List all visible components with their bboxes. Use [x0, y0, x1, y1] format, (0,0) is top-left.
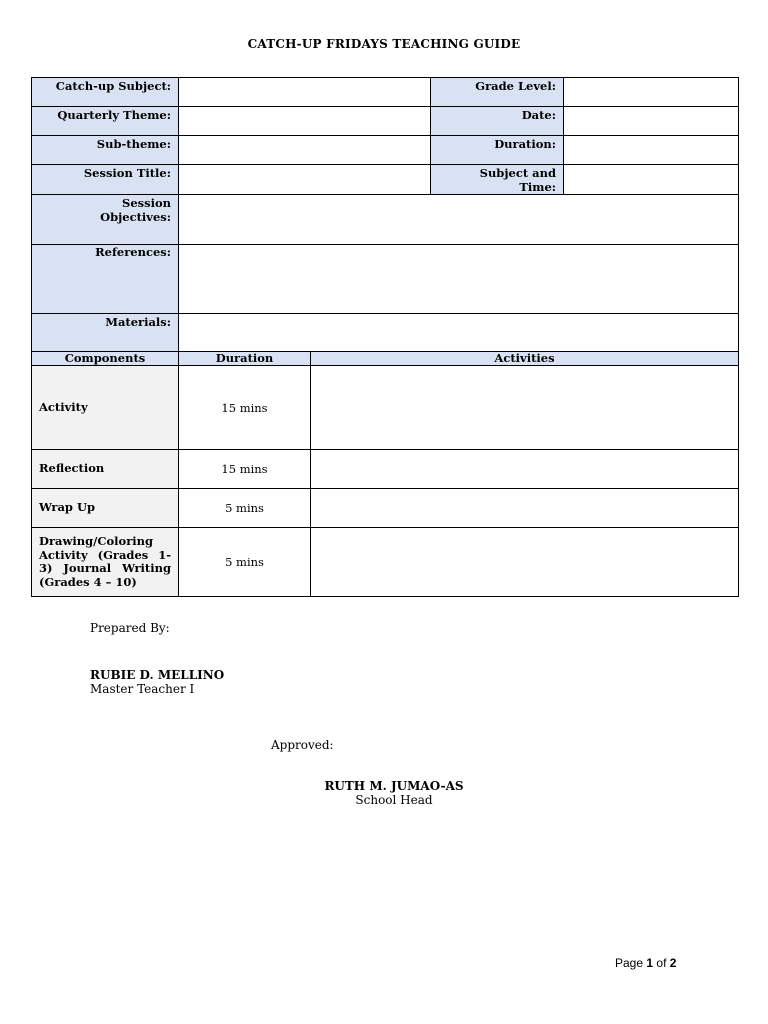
current-page: 1 [646, 956, 654, 970]
table-row [32, 366, 739, 450]
preparer-name: RUBIE D. MELLINO [90, 668, 225, 682]
materials-field[interactable] [179, 314, 739, 355]
approver-name: RUTH M. JUMAO-AS [324, 779, 464, 793]
date-field[interactable] [564, 107, 739, 136]
grade-level-field[interactable] [564, 78, 739, 107]
component-cell: Activity [32, 366, 179, 450]
prepared-by-label: Prepared By: [90, 621, 170, 635]
subject-and-time-label: Subject and Time: [431, 165, 564, 195]
materials-label: Materials: [32, 314, 179, 355]
subject-and-time-field[interactable] [564, 165, 739, 195]
catch-up-subject-field[interactable] [179, 78, 431, 107]
references-field[interactable] [179, 245, 739, 314]
component-cell: Wrap Up [32, 489, 179, 528]
components-table [31, 351, 739, 597]
grade-level-label: Grade Level: [431, 78, 564, 107]
of-word: of [656, 956, 667, 970]
table-row [32, 489, 739, 528]
activities-cell[interactable] [311, 489, 739, 528]
session-info-table [31, 77, 739, 355]
sub-theme-field[interactable] [179, 136, 431, 165]
session-objectives-label: Session Objectives: [32, 195, 179, 245]
page-word: Page [615, 956, 644, 970]
session-title-label: Session Title: [32, 165, 179, 195]
activities-cell[interactable] [311, 366, 739, 450]
duration-cell: 5 mins [179, 489, 311, 528]
components-header: Components [32, 352, 179, 366]
session-title-field[interactable] [179, 165, 431, 195]
catch-up-subject-label: Catch-up Subject: [32, 78, 179, 107]
document-title: CATCH-UP FRIDAYS TEACHING GUIDE [247, 37, 521, 51]
duration-header: Duration [179, 352, 311, 366]
component-cell: Reflection [32, 450, 179, 489]
table-row [32, 528, 739, 597]
activities-cell[interactable] [311, 528, 739, 597]
duration-cell: 15 mins [179, 450, 311, 489]
duration-label: Duration: [431, 136, 564, 165]
components-header-row [32, 352, 739, 366]
activities-cell[interactable] [311, 450, 739, 489]
total-pages: 2 [669, 956, 677, 970]
sub-theme-label: Sub-theme: [32, 136, 179, 165]
date-label: Date: [431, 107, 564, 136]
duration-cell: 5 mins [179, 528, 311, 597]
preparer-position: Master Teacher I [90, 682, 195, 696]
approver-position: School Head [355, 793, 433, 807]
activities-header: Activities [311, 352, 739, 366]
session-objectives-field[interactable] [179, 195, 739, 245]
quarterly-theme-label: Quarterly Theme: [32, 107, 179, 136]
references-label: References: [32, 245, 179, 314]
duration-cell: 15 mins [179, 366, 311, 450]
page-number [615, 956, 676, 970]
component-cell: Drawing/Coloring Activity (Grades 1- 3) Journal Writing (Grades 4 – 10) [32, 528, 179, 597]
quarterly-theme-field[interactable] [179, 107, 431, 136]
approved-label: Approved: [271, 738, 334, 752]
duration-field[interactable] [564, 136, 739, 165]
table-row [32, 450, 739, 489]
